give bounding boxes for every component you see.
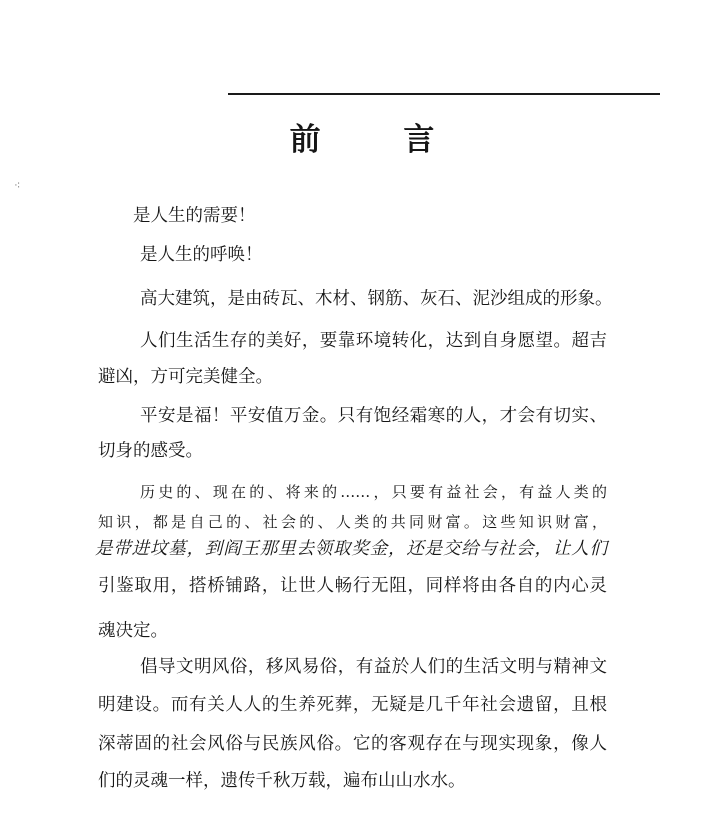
scan-speck: ⁖ — [14, 179, 21, 192]
text-line: 历史的、现在的、将来的……，只要有益社会，有益人类的 — [140, 483, 607, 501]
text-line: 是人生的需要！ — [133, 206, 256, 226]
text-line: 明建设。而有关人人的生养死葬，无疑是几千年社会遗留，且根 — [98, 695, 607, 715]
text-line: 是人生的呼唤！ — [140, 245, 263, 265]
text-line: 深蒂固的社会风俗与民族风俗。它的客观存在与现实现象，像人 — [98, 734, 607, 754]
text-line: 切身的感受。 — [98, 441, 203, 461]
text-line: 们的灵魂一样，遗传千秋万载，遍布山山水水。 — [98, 771, 466, 791]
text-line: 知识，都是自己的、社会的、人类的共同财富。这些知识财富， — [98, 513, 607, 531]
text-line: 引鉴取用，搭桥铺路，让世人畅行无阻，同样将由各自的内心灵 — [98, 576, 607, 596]
text-line: 人们生活生存的美好，要靠环境转化，达到自身愿望。超吉 — [140, 331, 607, 351]
page-title: 前 言 — [289, 122, 471, 158]
text-line: 是带进坟墓，到阎王那里去领取奖金，还是交给与社会，让人们 — [95, 539, 607, 559]
text-line: 魂决定。 — [98, 621, 168, 641]
text-line: 高大建筑，是由砖瓦、木材、钢筋、灰石、泥沙组成的形象。 — [140, 289, 613, 309]
header-rule — [228, 93, 660, 95]
text-line: 平安是福！平安值万金。只有饱经霜寒的人，才会有切实、 — [140, 406, 607, 426]
text-line: 避凶，方可完美健全。 — [98, 367, 273, 387]
text-line: 倡导文明风俗，移风易俗，有益於人们的生活文明与精神文 — [140, 657, 607, 677]
